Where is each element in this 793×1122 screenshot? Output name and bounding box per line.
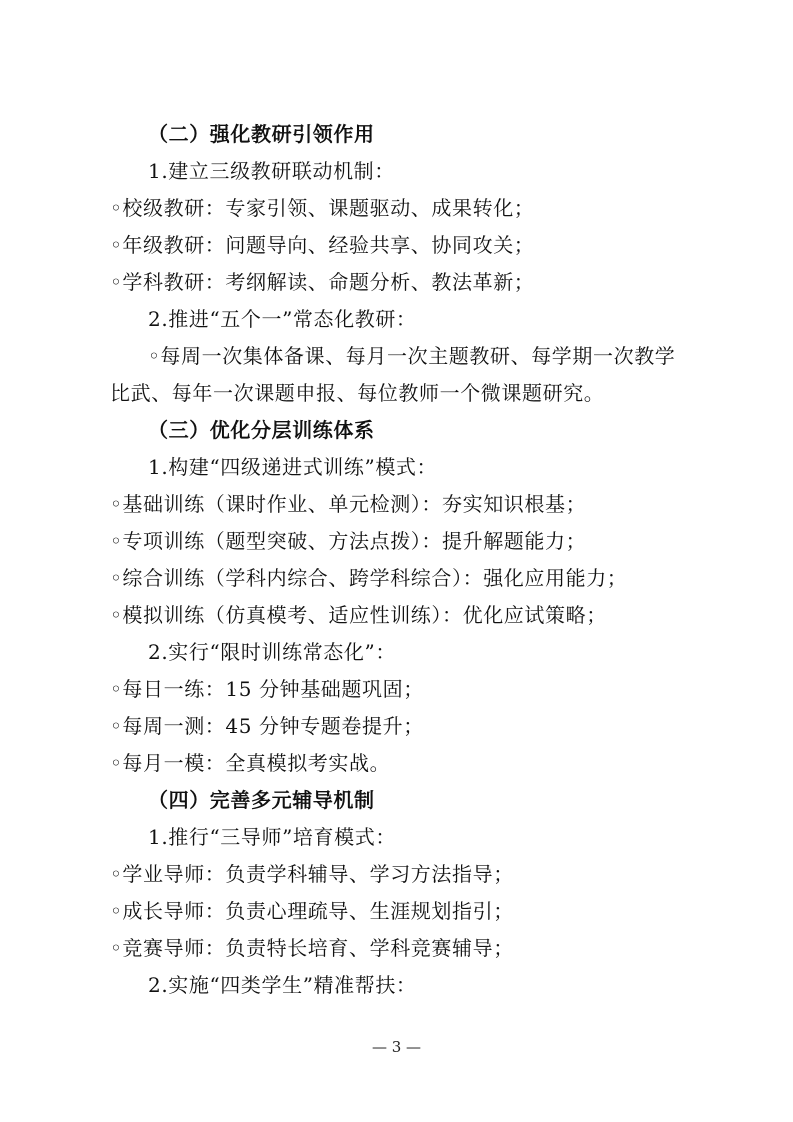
bullet-item: ◦每月一模：全真模拟考实战。	[110, 751, 391, 775]
section-heading-3: （三）优化分层训练体系	[148, 418, 375, 442]
bullet-item: ◦成长导师：负责心理疏导、生涯规划指引；	[110, 899, 514, 923]
bullet-item: ◦校级教研：专家引领、课题驱动、成果转化；	[110, 196, 535, 220]
paragraph: 2.推进“五个一”常态化教研：	[148, 307, 417, 331]
paragraph: 1.推行“三导师”培育模式：	[148, 825, 396, 849]
bullet-item: ◦学业导师：负责学科辅导、学习方法指导；	[110, 862, 514, 886]
section-heading-4: （四）完善多元辅导机制	[148, 788, 375, 812]
bullet-item: ◦专项训练（题型突破、方法点拨）：提升解题能力；	[110, 529, 587, 553]
document-body	[110, 116, 700, 1004]
paragraph: 1.建立三级教研联动机制：	[148, 159, 395, 183]
paragraph: 1.构建“四级递进式训练”模式：	[148, 455, 438, 479]
paragraph: 2.实行“限时训练常态化”：	[148, 640, 396, 664]
bullet-item: ◦综合训练（学科内综合、跨学科综合）：强化应用能力；	[110, 566, 628, 590]
bullet-item: ◦每周一测：45 分钟专题卷提升；	[110, 714, 424, 738]
paragraph: 2.实施“四类学生”精准帮扶：	[148, 973, 417, 997]
bullet-item: ◦每日一练：15 分钟基础题巩固；	[110, 677, 424, 701]
bullet-item: ◦竞赛导师：负责特长培育、学科竞赛辅导；	[110, 936, 514, 960]
bullet-item: ◦模拟训练（仿真模考、适应性训练）：优化应试策略；	[110, 603, 607, 627]
bullet-item: ◦每周一次集体备课、每月一次主题教研、每学期一次教学	[148, 344, 676, 368]
bullet-item: ◦基础训练（课时作业、单元检测）：夯实知识根基；	[110, 492, 587, 516]
section-heading-2: （二）强化教研引领作用	[148, 122, 375, 146]
paragraph-continuation: 比武、每年一次课题申报、每位教师一个微课题研究。	[110, 381, 605, 405]
bullet-item: ◦学科教研：考纲解读、命题分析、教法革新；	[110, 270, 535, 294]
bullet-item: ◦年级教研：问题导向、经验共享、协同攻关；	[110, 233, 535, 257]
page-number: — 3 —	[371, 1038, 422, 1056]
